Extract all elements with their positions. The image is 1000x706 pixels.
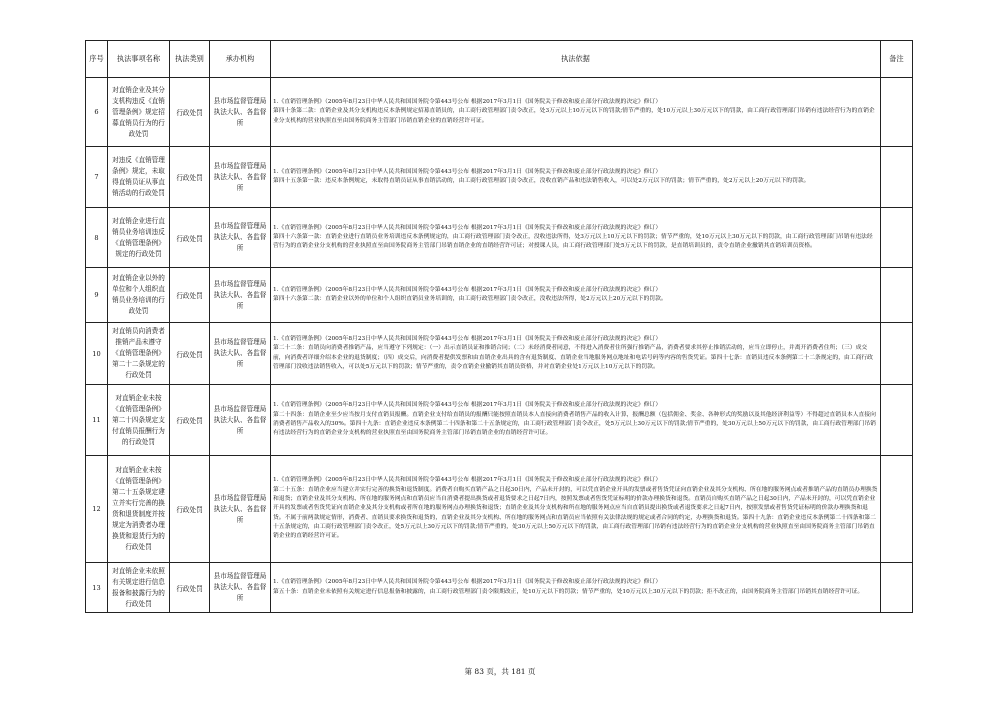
row-org: 县市场监督管理局执法大队、各监督所 [210,385,271,456]
enforcement-table [85,40,913,613]
header-name: 执法事项名称 [108,41,170,78]
row-no: 10 [86,323,108,385]
row-note [881,563,913,613]
basis-line: 1.《直销管理条例》（2005年8月23日中华人民共和国国务院令第443号公布 根据2017年3月1日《国务院关于修改和废止部分行政法规的决定》修订） [273,168,662,175]
row-no: 11 [86,385,108,456]
row-no: 7 [86,147,108,208]
basis-line: 第二十四条：直销企业至少应当按月支付直销员报酬。直销企业支付给直销员的报酬只能按照直销员本人直接向消费者销售产品的收入计算，报酬总额（包括佣金、奖金、各种形式的奖励以及其他经济利益等）不得超过直销员本人直接向消费者销售产品收入的30%。第四十九条：直销企业违反本条例第二十四条和第二十五条规定的，由工商行政管理部门责令改正，处5万元以上30万元以下的罚款;情节严重的，处30万元以上50万元以下的罚款，由工商行政管理部门吊销有违法经营行为的直销企业分支机构的营业执照直至由国务院商务主管部门吊销直销企业的直销经营许可证。 [273,411,876,437]
basis-line: 第二十五条：直销企业应当建立并实行完善的换货和退货制度。消费者自购买直销产品之日起30日内，产品未开封的，可以凭直销企业开具的发票或者售货凭证向直销企业及其分支机构、所在地的服务网点或者推销产品的直销员办理换货和退货；直销企业及其分支机构、所在地的服务网点和直销员应当自消费者提出换货或者退货要求之日起7日内，按照发票或者售货凭证标明的价款办理换货和退货。直销员自购买直销产品之日起30日内，产品未开封的，可以凭直销企业开具的发票或者售货凭证向直销企业及其分支机构或者所在地的服务网点办理换货和退货；直销企业及其分支机构和所在地的服务网点应当自直销员提出换货或者退货要求之日起7日内，按照发票或者售货凭证标明的价款办理换货和退货。不属于前两款规定情形，消费者、直销员要求换货和退货的，直销企业及其分支机构、所在地的服务网点和直销员应当依照有关法律法规的规定或者合同的约定，办理换货和退货。第四十九条：直销企业违反本条例第二十四条和第二十五条规定的，由工商行政管理部门责令改正，处5万元以上30万元以下的罚款;情节严重的，处30万元以上50万元以下的罚款，由工商行政管理部门吊销有违法经营行为的直销企业分支机构的营业执照直至由国务院商务主管部门吊销直销企业的直销经营许可证。 [273,486,878,540]
basis-line: 1.《直销管理条例》（2005年8月23日中华人民共和国国务院令第443号公布 根据2017年3月1日《国务院关于修改和废止部分行政法规的决定》修订） [273,286,662,293]
row-org: 县市场监督管理局执法大队、各监督所 [210,456,271,563]
basis-line: 1.《直销管理条例》（2005年8月23日中华人民共和国国务院令第443号公布 根据2017年3月1日《国务院关于修改和废止部分行政法规的决定》修订） [273,402,662,409]
basis-line: 1.《直销管理条例》（2005年8月23日中华人民共和国国务院令第443号公布 根据2017年3月1日《国务院关于修改和废止部分行政法规的决定》修订） [273,579,662,586]
row-no: 8 [86,208,108,268]
basis-line: 第二十二条：直销员向消费者推销产品，应当遵守下列规定：（一）出示直销员证和推销合同；（二）未经消费者同意，不得进入消费者住所强行推销产品，消费者要求其停止推销活动的，应当立即停止，并离开消费者住所；（三）成交前，向消费者详细介绍本企业的退货制度；（四）成交后，向消费者提供发票和由直销企业出具的含有退货制度、直销企业当地服务网点地址和电话号码等内容的售货凭证。第四十七条：直销员违反本条例第二十二条规定的，由工商行政管理部门没收违法销售收入，可以处5万元以下的罚款；情节严重的，责令直销企业撤销其直销员资格，并对直销企业处1万元以上10万元以下的罚款。 [273,345,873,370]
row-org: 县市场监督管理局执法大队、各监督所 [210,208,271,268]
row-type: 行政处罚 [170,208,210,268]
row-org: 县市场监督管理局执法大队、各监督所 [210,563,271,613]
table-row [86,323,913,385]
row-name: 对直销企业未依照有关规定进行信息报备和披露行为的行政处罚 [108,563,170,613]
table-row [86,385,913,456]
row-type: 行政处罚 [170,456,210,563]
row-org: 县市场监督管理局执法大队、各监督所 [210,78,271,147]
row-note [881,323,913,385]
basis-line: 1.《直销管理条例》（2005年8月23日中华人民共和国国务院令第443号公布 根据2017年3月1日《国务院关于修改和废止部分行政法规的决定》修订） [273,477,662,484]
row-type: 行政处罚 [170,563,210,613]
table-row [86,78,913,147]
row-name: 对直销员向消费者推销产品未遵守《直销管理条例》第二十二条规定的行政处罚 [108,323,170,385]
basis-line: 1.《直销管理条例》（2005年8月23日中华人民共和国国务院令第443号公布 根据2017年3月1日《国务院关于修改和废止部分行政法规的决定》修订） [273,335,662,342]
basis-line: 第五十条：直销企业未依照有关规定进行信息报备和披露的，由工商行政管理部门责令限期改正，处10万元以下的罚款；情节严重的，处10万元以上30万元以下的罚款；拒不改正的，由国务院商务主管部门吊销其直销经营许可证。 [273,588,864,595]
row-org: 县市场监督管理局执法大队、各监督所 [210,268,271,323]
table-row [86,208,913,268]
table-row [86,456,913,563]
row-basis [271,323,881,385]
row-name: 对直销企业未按《直销管理条例》第二十四条规定支付直销员报酬行为的行政处罚 [108,385,170,456]
basis-line: 1.《直销管理条例》（2005年8月23日中华人民共和国国务院令第443号公布 根据2017年3月1日《国务院关于修改和废止部分行政法规的决定》修订） [273,224,662,231]
table-header-row [86,41,913,78]
row-note [881,78,913,147]
header-basis: 执法依据 [271,41,881,78]
row-type: 行政处罚 [170,385,210,456]
basis-line: 第四十条第二款：直销企业及其分支机构违反本条例规定招募直销员的，由工商行政管理部门责令改正，处3万元以上10万元以下的罚款;情节严重的，处10万元以上30万元以下的罚款，由工商行政管理部门吊销有违法经营行为的直销企业分支机构的营业执照直至由国务院商务主管部门吊销直销企业的直销经营许可证。 [273,108,875,124]
row-type: 行政处罚 [170,78,210,147]
row-no: 6 [86,78,108,147]
row-type: 行政处罚 [170,147,210,208]
header-no: 序号 [86,41,108,78]
row-basis [271,78,881,147]
row-basis [271,563,881,613]
row-note [881,268,913,323]
row-basis [271,456,881,563]
row-org: 县市场监督管理局执法大队、各监督所 [210,147,271,208]
row-note [881,208,913,268]
row-no: 12 [86,456,108,563]
row-basis [271,147,881,208]
row-no: 13 [86,563,108,613]
basis-line: 第四十五条第一款：违反本条例规定，未取得直销员证从事直销活动的，由工商行政管理部门责令改正，没收直销产品和违法销售收入，可以处2万元以下的罚款；情节严重的，处2万元以上20万元以下的罚款。 [273,178,810,184]
table-row [86,563,913,613]
basis-line: 第四十六条第二款：直销企业以外的单位和个人组织直销员业务培训的，由工商行政管理部门责令改正，没收违法所得，处2万元以上20万元以下的罚款。 [273,296,667,302]
row-type: 行政处罚 [170,268,210,323]
header-org: 承办机构 [210,41,271,78]
basis-line: 1.《直销管理条例》（2005年8月23日中华人民共和国国务院令第443号公布 根据2017年3月1日《国务院关于修改和废止部分行政法规的决定》修订） [273,99,662,106]
row-basis [271,208,881,268]
table-row [86,268,913,323]
row-name: 对直销企业未按《直销管理条例》第二十五条规定建立并实行完善的换货和退货制度并按规定为消费者办理换货和退货行为的行政处罚 [108,456,170,563]
row-no: 9 [86,268,108,323]
row-name: 对直销企业进行直销员业务培训违反《直销管理条例》规定的行政处罚 [108,208,170,268]
table-row [86,147,913,208]
row-note [881,147,913,208]
basis-line: 第四十六条第一款：直销企业进行直销员业务培训违反本条例规定的，由工商行政管理部门责令改正，没收违法所得，处3万元以上10万元以下的罚款；情节严重的，处10万元以上30万元以下的罚款，由工商行政管理部门吊销有违法经营行为的直销企业分支机构的营业执照直至由国务院商务主管部门吊销直销企业的直销经营许可证；对授课人员，由工商行政管理部门处5万元以下的罚款，是直销培训员的，责令直销企业撤销其直销培训员资格。 [273,233,873,250]
page-footer: 第 83 页，共 181 页 [464,667,536,676]
row-basis [271,268,881,323]
row-note [881,385,913,456]
row-name: 对违反《直销管理条例》规定，未取得直销员证从事直销活动的行政处罚 [108,147,170,208]
row-type: 行政处罚 [170,323,210,385]
header-type: 执法类别 [170,41,210,78]
row-note [881,456,913,563]
row-basis [271,385,881,456]
row-name: 对直销企业以外的单位和个人组织直销员业务培训的行政处罚 [108,268,170,323]
row-org: 县市场监督管理局执法大队、各监督所 [210,323,271,385]
header-note: 备注 [881,41,913,78]
row-name: 对直销企业及其分支机构违反《直销管理条例》规定招募直销员行为的行政处罚 [108,78,170,147]
